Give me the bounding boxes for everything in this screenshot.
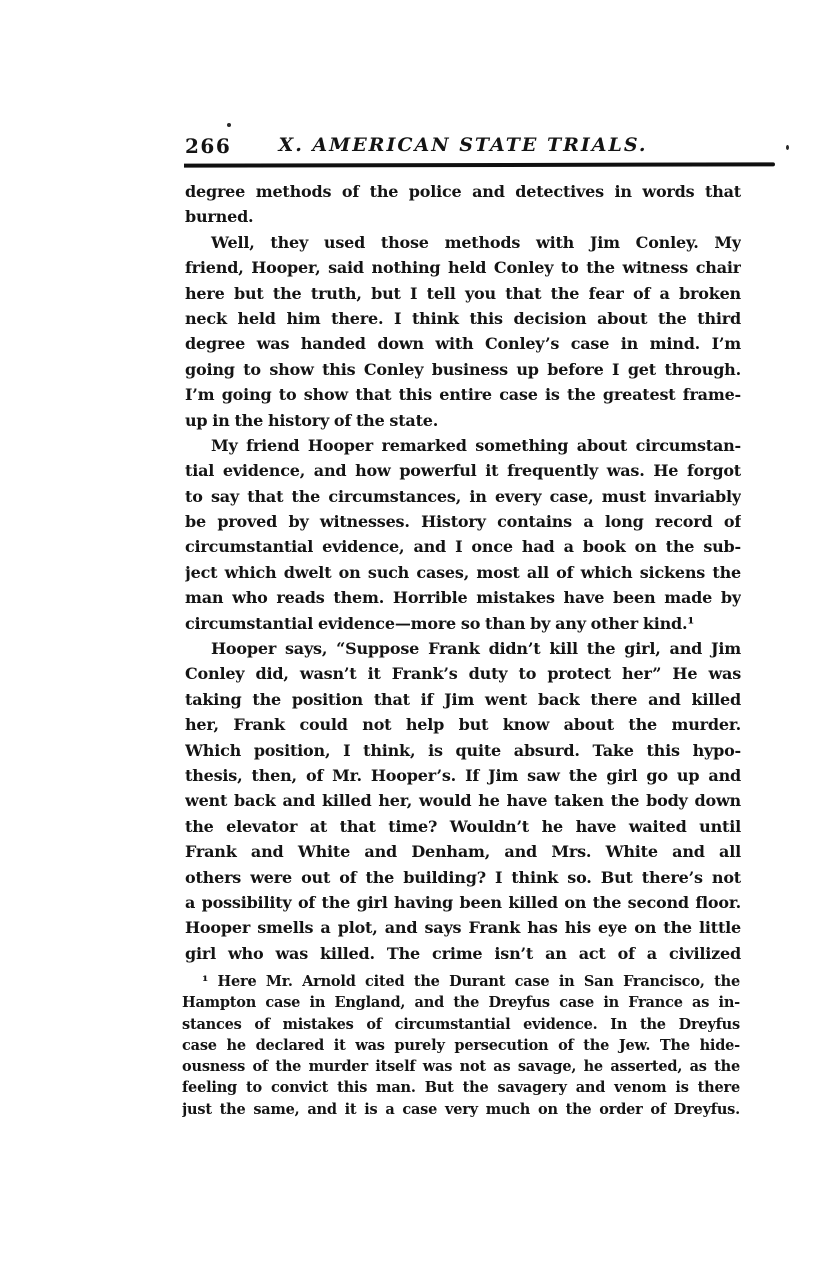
- text-line: just the same, and it is a case very much on the order of Dreyfus.: [182, 1100, 740, 1118]
- text-line: Hooper smells a plot, and says Frank has his eye on the little: [185, 918, 741, 938]
- header-rule: [184, 162, 775, 167]
- paragraph: [182, 971, 740, 1120]
- text-line: the elevator at that time? Wouldn’t he have waited until: [185, 816, 741, 836]
- scan-speck: [786, 145, 789, 150]
- text-line: Hampton case in England, and the Dreyfus case in France as in-: [182, 994, 740, 1012]
- text-line: man who reads them. Horrible mistakes have been made by: [185, 588, 741, 608]
- body-text: [185, 179, 741, 966]
- text-line: circumstantial evidence, and I once had a book on the sub-: [185, 537, 741, 557]
- paragraph: [185, 230, 741, 433]
- text-line: I’m going to show that this entire case is the greatest frame-: [185, 385, 741, 405]
- text-line: girl who was killed. The crime isn’t an act of a civilized: [185, 943, 741, 963]
- text-line: others were out of the building? I think so. But there’s not: [185, 867, 741, 887]
- text-line: feeling to convict this man. But the savagery and venom is there: [182, 1079, 740, 1097]
- text-line: My friend Hooper remarked something about circumstan-: [211, 435, 741, 455]
- text-line: Conley did, wasn’t it Frank’s duty to protect her” He was: [185, 664, 741, 684]
- page-number: 266: [185, 134, 232, 158]
- text-line: here but the truth, but I tell you that the fear of a broken: [185, 283, 741, 303]
- text-line: case he declared it was purely persecution of the Jew. The hide-: [182, 1036, 740, 1054]
- text-line: taking the position that if Jim went back there and killed: [185, 689, 741, 709]
- text-line: ¹ Here Mr. Arnold cited the Durant case in San Francisco, the: [202, 973, 740, 990]
- text-line: Well, they used those methods with Jim Conley. My: [211, 232, 741, 252]
- text-line: tial evidence, and how powerful it frequently was. He forgot: [185, 461, 741, 481]
- text-line: circumstantial evidence—more so than by any other kind.¹: [185, 613, 695, 633]
- footnote: [182, 971, 740, 1120]
- paragraph: [185, 179, 741, 230]
- text-line: degree was handed down with Conley’s case in mind. I’m: [185, 334, 741, 354]
- running-head-title: X. AMERICAN STATE TRIALS.: [278, 134, 648, 156]
- text-line: stances of mistakes of circumstantial evidence. In the Dreyfus: [182, 1015, 740, 1033]
- text-line: a possibility of the girl having been killed on the second floor.: [185, 892, 741, 912]
- text-line: friend, Hooper, said nothing held Conley to the witness chair: [185, 258, 741, 278]
- paragraph: [185, 433, 741, 636]
- text-line: neck held him there. I think this decision about the third: [185, 308, 741, 328]
- text-line: burned.: [185, 207, 254, 227]
- text-line: ject which dwelt on such cases, most all of which sickens the: [185, 562, 741, 582]
- scan-speck: [227, 123, 231, 127]
- text-line: Which position, I think, is quite absurd. Take this hypo-: [185, 740, 741, 760]
- text-line: going to show this Conley business up before I get through.: [185, 359, 741, 379]
- text-line: to say that the circumstances, in every case, must invariably: [185, 486, 741, 506]
- text-line: her, Frank could not help but know about the murder.: [185, 715, 741, 735]
- text-line: degree methods of the police and detectives in words that: [185, 182, 741, 201]
- text-line: up in the history of the state.: [185, 410, 439, 430]
- text-line: be proved by witnesses. History contains a long record of: [185, 512, 741, 532]
- text-line: went back and killed her, would he have taken the body down: [185, 791, 741, 811]
- text-line: thesis, then, of Mr. Hooper’s. If Jim saw the girl go up and: [185, 765, 741, 785]
- text-line: ousness of the murder itself was not as savage, he asserted, as the: [182, 1058, 740, 1076]
- text-line: Hooper says, “Suppose Frank didn’t kill the girl, and Jim: [211, 639, 741, 659]
- paragraph: [185, 636, 741, 966]
- text-line: Frank and White and Denham, and Mrs. White and all: [185, 842, 741, 862]
